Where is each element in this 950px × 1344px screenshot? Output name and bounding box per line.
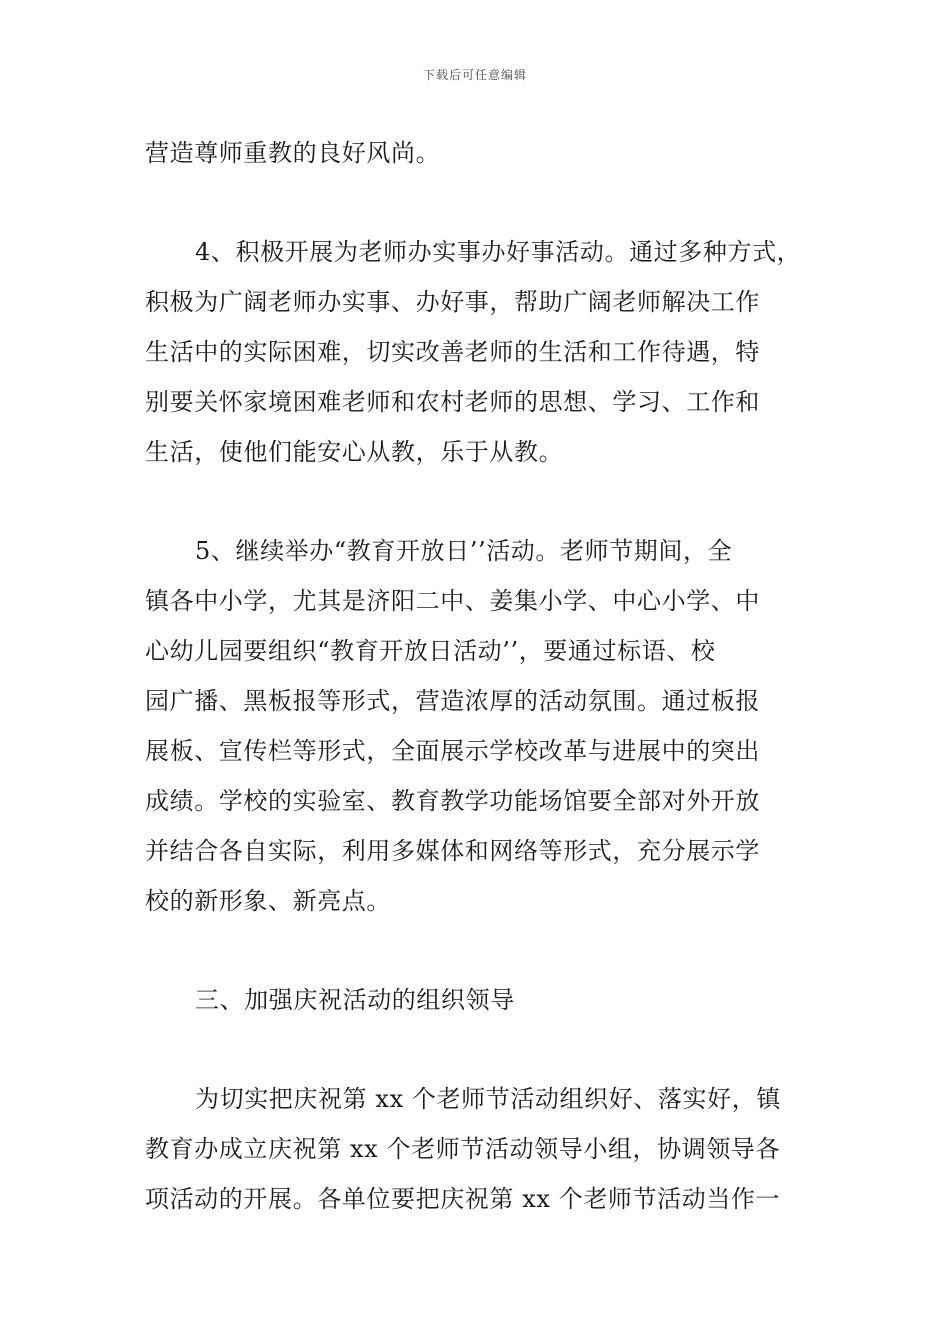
section-heading-3 [145,975,825,1025]
text-line: 校的新形象、新亮点。 [145,887,391,915]
text-line: 4、积极开展为老师办实事办好事活动。通过多种方式， [195,238,802,266]
text-line: 教育办成立庆祝第 xx 个老师节活动领导小组，协调领导各 [145,1135,781,1163]
text-line: 营造尊师重教的良好风尚。 [145,139,441,167]
document-body [145,128,825,1224]
text-line: 别要关怀家境困难老师和农村老师的思想、学习、工作和 [145,388,760,416]
page-header: 下载后可任意编辑 [422,68,527,82]
text-line: 生活，使他们能安心从教，乐于从教。 [145,438,564,466]
text-line: 并结合各自实际，利用多媒体和网络等形式，充分展示学 [145,837,760,865]
text-line: 园广播、黑板报等形式，营造浓厚的活动氛围。通过板报 [145,687,760,715]
text-line: 为切实把庆祝第 xx 个老师节活动组织好、落实好，镇 [195,1085,781,1113]
paragraph-gap [145,926,825,975]
paragraph-gap [145,1025,825,1074]
text-line: 积极为广阔老师办实事、办好事，帮助广阔老师解决工作 [145,288,760,316]
paragraph-intro-tail [145,128,825,178]
text-line: 镇各中小学，尤其是济阳二中、姜集小学、中心小学、中 [145,587,760,615]
paragraph-leadership [145,1074,825,1224]
paragraph-item-4 [145,227,825,477]
text-line: 5、继续举办“教育开放日’’活动。老师节期间，全 [195,537,733,565]
paragraph-gap [145,477,825,526]
text-line: 生活中的实际困难，切实改善老师的生活和工作待遇，特 [145,338,760,366]
text-line: 项活动的开展。各单位要把庆祝第 xx 个老师节活动当作一 [145,1185,781,1213]
text-line: 心幼儿园要组织“教育开放日活动’’，要通过标语、校 [145,637,716,665]
paragraph-item-5 [145,526,825,926]
text-line: 成绩。学校的实验室、教育教学功能场馆要全部对外开放 [145,787,760,815]
paragraph-gap [145,178,825,227]
section-heading: 三、加强庆祝活动的组织领导 [195,986,515,1014]
text-line: 展板、宣传栏等形式，全面展示学校改革与进展中的突出 [145,737,760,765]
